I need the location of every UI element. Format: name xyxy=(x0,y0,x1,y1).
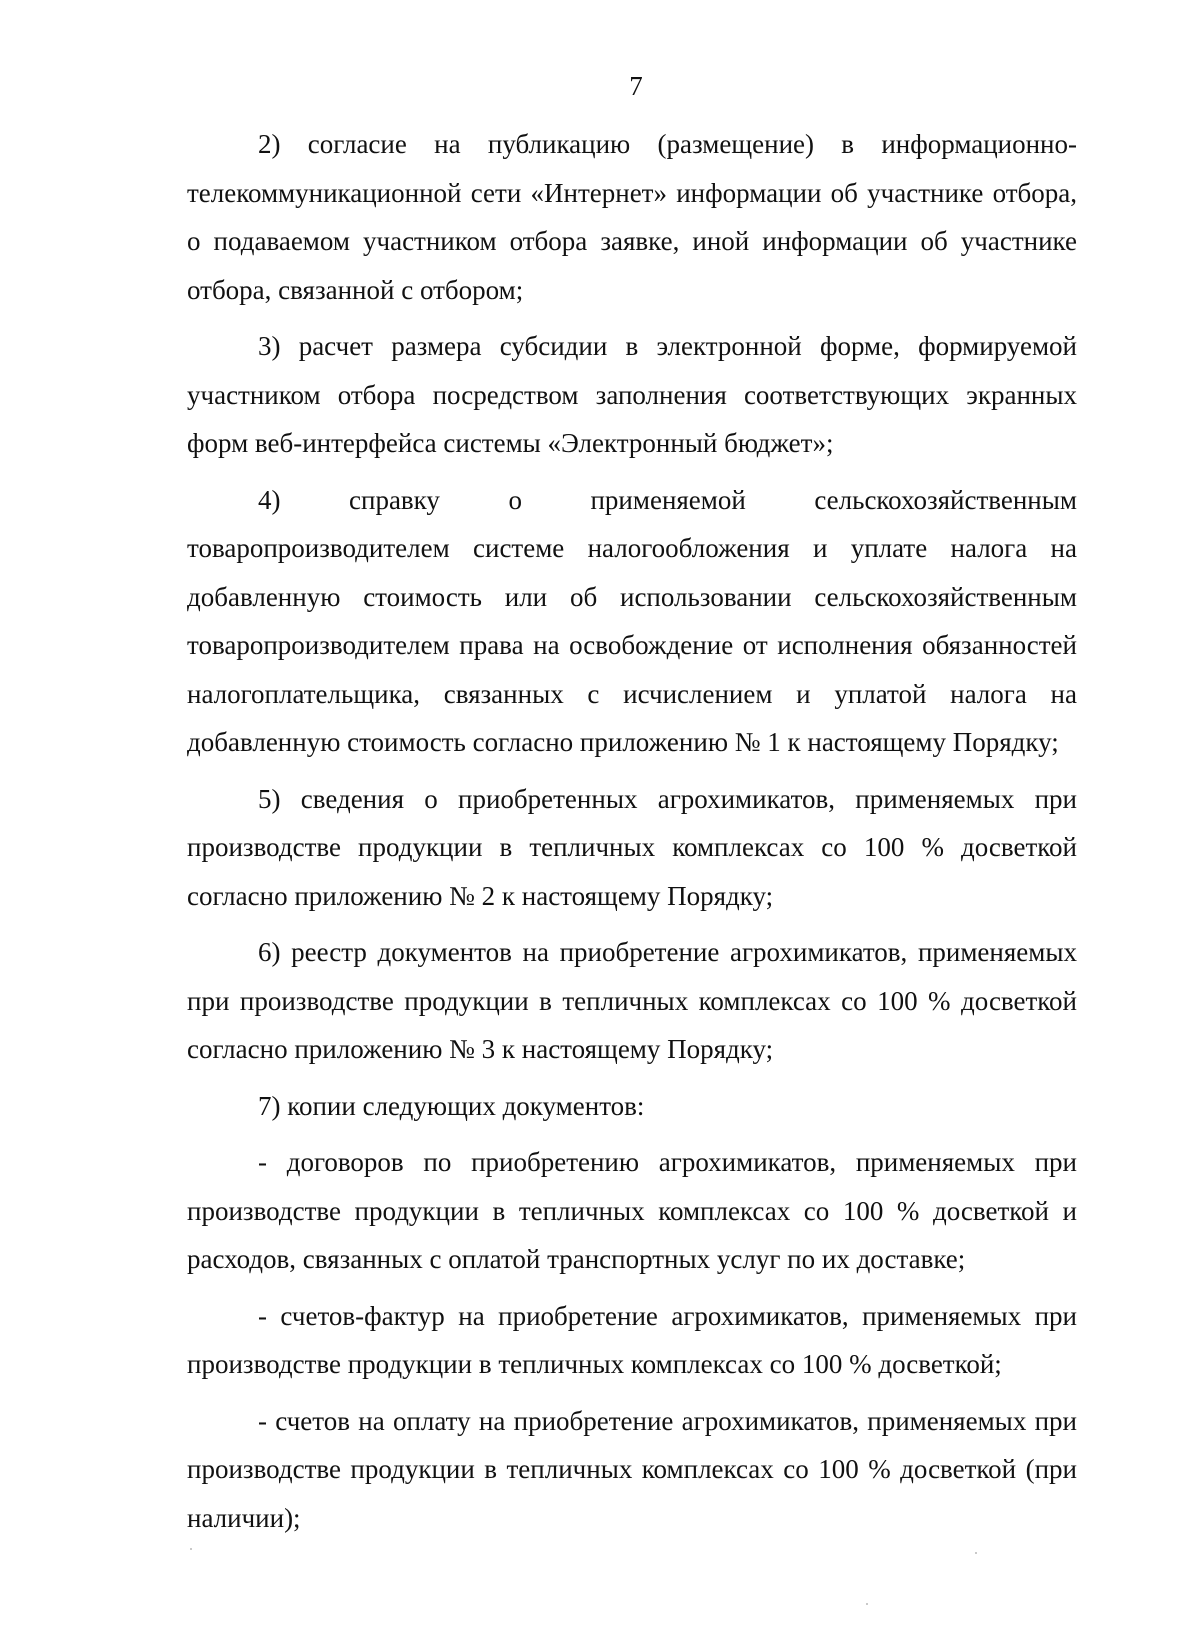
scan-speck xyxy=(190,1548,192,1550)
paragraph-item-6: 6) реестр документов на приобретение агрохимикатов, применяемых при производстве продукции в тепличных комплексах со 100 % досветкой согласно приложению № 3 к настоящему Порядку; xyxy=(187,937,1077,1064)
paragraph-dash-payment-bills: - счетов на оплату на приобретение агрохимикатов, применяемых при производстве продукции в тепличных комплексах со 100 % досветкой (при наличии); xyxy=(187,1405,1077,1533)
paragraph-dash-contracts: - договоров по приобретению агрохимикатов, применяемых при производстве продукции в тепличных комплексах со 100 % досветкой и расходов, связанных с оплатой транспортных услуг по их доставке; xyxy=(187,1147,1077,1274)
document-body xyxy=(187,120,1077,1550)
paragraph-item-3: 3) расчет размера субсидии в электронной форме, формируемой участником отбора посредством заполнения соответствующих экранных форм веб-интерфейса системы «Электронный бюджет»; xyxy=(187,331,1077,458)
paragraph-item-5: 5) сведения о приобретенных агрохимикатов, применяемых при производстве продукции в тепличных комплексах со 100 % досветкой согласно приложению № 2 к настоящему Порядку; xyxy=(187,783,1077,911)
paragraph-item-2: 2) согласие на публикацию (размещение) в информационно-телекоммуникационной сети «Интернет» информации об участнике отбора, о подаваемом участником отбора заявке, иной информации об участнике отбора, связанной с отбором; xyxy=(187,129,1077,305)
paragraph-item-4: 4) справку о применяемой сельскохозяйственным товаропроизводителем системе налогообложения и уплате налога на добавленную стоимость или об использовании сельскохозяйственным товаропроизводителем права на освобождение от исполнения обязанностей налогоплательщика, связанных с исчислением и уплатой налога на добавленную стоимость согласно приложению № 1 к настоящему Порядку; xyxy=(187,484,1077,757)
paragraph-dash-invoices: - счетов-фактур на приобретение агрохимикатов, применяемых при производстве продукции в тепличных комплексах со 100 % досветкой; xyxy=(187,1300,1077,1379)
paragraph-item-7: 7) копии следующих документов: xyxy=(258,1090,645,1121)
scan-speck xyxy=(866,1603,868,1605)
page-number: 7 xyxy=(629,71,643,101)
scan-speck xyxy=(975,1552,977,1554)
